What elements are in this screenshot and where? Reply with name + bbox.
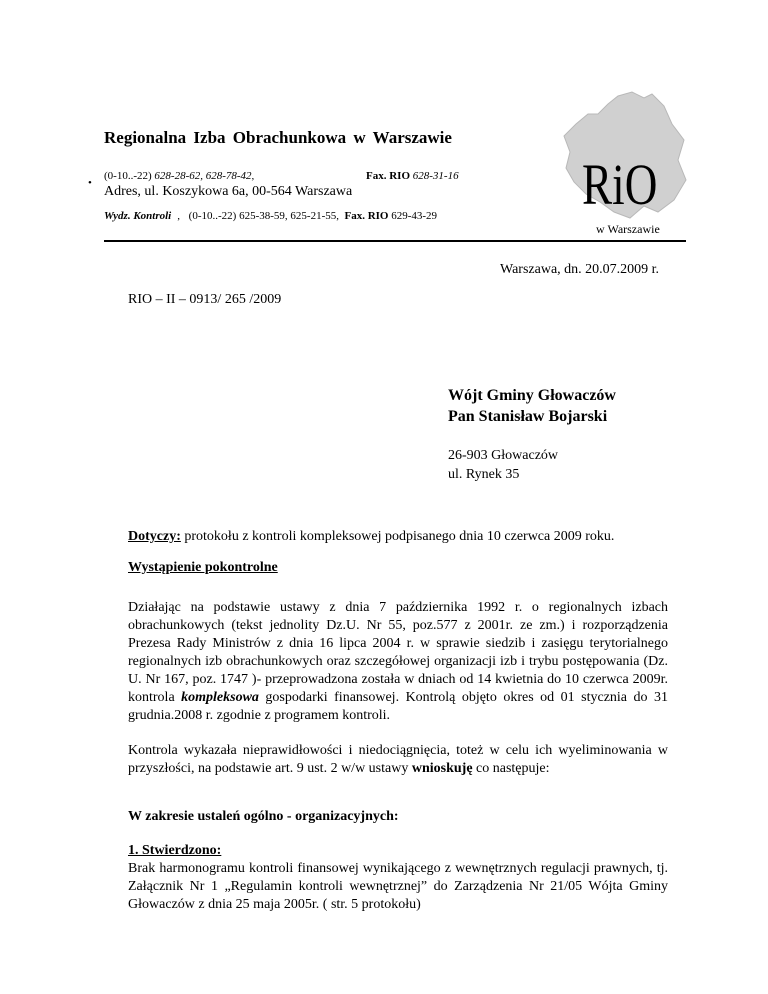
subject-line xyxy=(128,528,668,546)
recipient-street: ul. Rynek 35 xyxy=(448,467,520,482)
paragraph-2-after: co następuje: xyxy=(472,761,550,776)
subject-text: protokołu z kontroli kompleksowej podpisanego dnia 10 czerwca 2009 roku. xyxy=(180,529,615,544)
rio-logo xyxy=(560,84,690,244)
phone-icon: ‚ xyxy=(174,210,186,222)
address-line: Adres, ul. Koszykowa 6a, 00-564 Warszawa xyxy=(104,184,353,199)
dept-phones: (0-10..-22) 625-38-59, 625-21-55, xyxy=(188,210,339,222)
dept-label: Wydz. Kontroli xyxy=(104,210,172,222)
paragraph-1-emphasis: kompleksowa xyxy=(181,690,259,705)
scope-heading: W zakresie ustaleń ogólno - organizacyjnych: xyxy=(128,809,399,824)
organization-title: Regionalna Izba Obrachunkowa w Warszawie xyxy=(104,128,452,147)
recipient-block xyxy=(448,385,616,427)
header-rule xyxy=(104,240,686,242)
document-heading: Wystąpienie pokontrolne xyxy=(128,560,278,575)
fax-number: 628-31-16 xyxy=(412,170,459,182)
paragraph-2 xyxy=(128,742,668,778)
reference-number: RIO – II – 0913/ 265 /2009 xyxy=(128,292,282,307)
finding-1-text: Brak harmonogramu kontroli finansowej wynikającego z wewnętrznych regulacji prawnych, tj. Załącznik Nr 1 „Regulamin kontroli wewnętrznej” do Zarządzenia Nr 21/05 Wójta Gminy Głowaczów z dnia 25 maja 2005r. ( str. 5 protokołu) xyxy=(128,861,668,912)
phone-prefix: (0-10..-22) xyxy=(104,170,152,182)
bullet-mark: • xyxy=(88,177,92,189)
recipient-name: Pan Stanisław Bojarski xyxy=(448,408,608,425)
dept-line xyxy=(104,210,437,222)
subject-label: Dotyczy: xyxy=(128,529,181,544)
logo-text: RiO xyxy=(582,152,658,217)
recipient-title: Wójt Gminy Głowaczów xyxy=(448,387,616,404)
finding-1-title: 1. Stwierdzono: xyxy=(128,843,222,858)
recipient-postcode: 26-903 Głowaczów xyxy=(448,448,559,463)
recipient-address xyxy=(448,446,558,484)
phone-line-1 xyxy=(104,170,254,182)
date-line: Warszawa, dn. 20.07.2009 r. xyxy=(500,262,660,277)
paragraph-1-before: Działając na podstawie ustawy z dnia 7 października 1992 r. o regionalnych izbach obrachunkowych (tekst jednolity Dz.U. Nr 55, poz.577 z 2001r. ze zm.) i rozporządzenia Prezesa Rady Ministrów z dnia 16 lipca 2004 r. w sprawie siedzib i zasięgu terytorialnego regionalnych izb obrachunkowych oraz szczegółowej organizacji izb i trybu postępowania (Dz. U. Nr 167, poz. 1747 )- przeprowadzona została w dniach od 14 kwietnia do 10 czerwca 2009r. kontrola xyxy=(128,600,668,705)
fax-label-2: Fax. RIO xyxy=(344,210,389,222)
fax-label: Fax. RIO xyxy=(366,170,410,182)
paragraph-1 xyxy=(128,599,668,725)
paragraph-1-after: gospodarki finansowej. Kontrolą objęto okres od 01 stycznia do 31 grudnia.2008 r. zgodnie z programem kontroli. xyxy=(128,690,669,723)
fax-number-2: 629-43-29 xyxy=(391,210,438,222)
logo-subtitle: w Warszawie xyxy=(596,222,660,236)
paragraph-2-emphasis: wnioskuję xyxy=(411,761,473,776)
phone-numbers: 628-28-62, 628-78-42, xyxy=(154,170,255,182)
paragraph-2-before: Kontrola wykazała nieprawidłowości i niedociągnięcia, toteż w celu ich wyeliminowania w przyszłości, na podstawie art. 9 ust. 2 w/w ustawy xyxy=(128,743,668,776)
fax-line-1 xyxy=(366,170,459,182)
